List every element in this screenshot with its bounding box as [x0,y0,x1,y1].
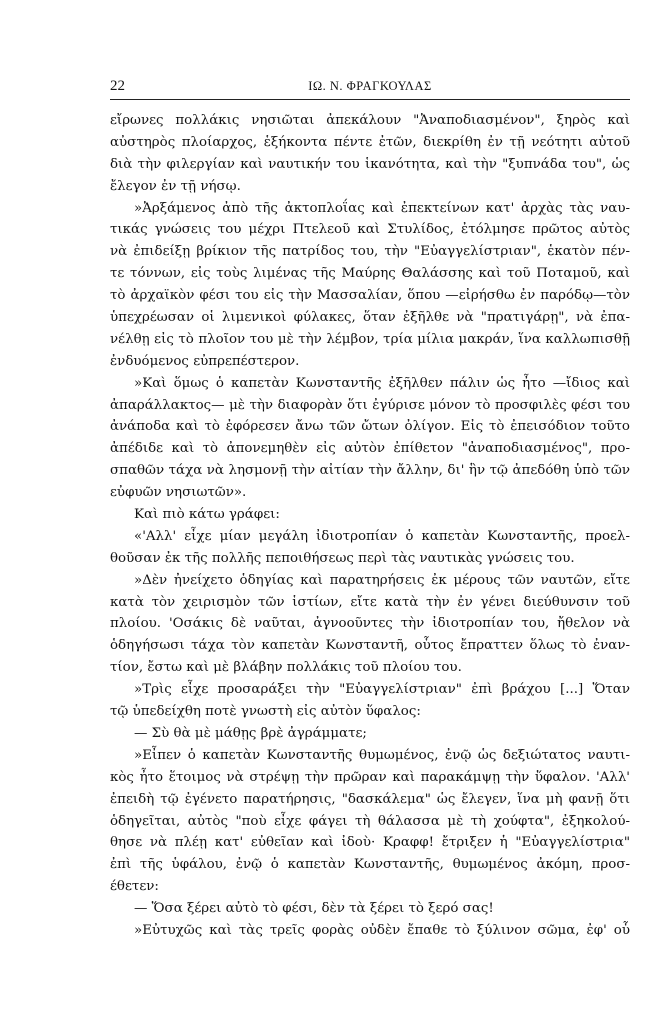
text-line: — Σὺ θὰ μὲ μάθῃς βρὲ ἀγράμματε; [134,725,367,741]
text-line: εἴρωνες πολλάκις νησιῶται ἀπεκάλουν "Ἀναποδιασμένον", ξηρὸς καὶ [110,113,630,128]
text-line: τὸ ἀρχαϊκὸν φέσι του εἰς τὴν Μασσαλίαν, ὅπου —εἰρήσθω ἐν παρόδῳ—τὸν [110,288,630,304]
text-line: θησε νὰ πλέῃ κατ' εὐθεῖαν καὶ ἰδοὺ· Κραφφ! ἔτριξεν ἡ "Εὐαγγελίστρια" [110,835,630,851]
running-head: ΙΩ. Ν. ΦΡΑΓΚΟΥΛΑΣ [308,79,432,93]
text-line: πλοίου. 'Οσάκις δὲ ναῦται, ἀγνοοῦντες τὴν ἰδιοτροπίαν του, ἤθελον νὰ [110,616,630,632]
text-line: αὐστηρὸς πλοίαρχος, ἑξήκοντα πέντε ἐτῶν, διεκρίθη ἐν τῇ νεότητι αὐτοῦ [110,134,630,150]
text-line: ὑπεχρέωσαν οἱ λιμενικοὶ φύλακες, ὅταν ἐξῆλθε νὰ "πρατιγάρῃ", νὰ ἐπα- [110,310,630,326]
text-line: ὁδηγεῖται, αὐτὸς "ποὺ εἶχε φάγει τὴ θάλασσα μὲ τὴ χούφτα", ἐξηκολού- [110,813,630,829]
header-rule [110,99,630,100]
body-text [110,110,630,942]
text-line: τε τόννων, εἰς τοὺς λιμένας τῆς Μαύρης Θαλάσσης καὶ τοῦ Ποταμοῦ, καὶ [110,266,630,282]
text-line: ἀπέδιδε καὶ τὸ ἀπονεμηθὲν εἰς αὐτὸν ἐπίθετον "ἀναποδιασμένος", προ- [110,441,630,457]
text-line: νέλθῃ εἰς τὸ πλοῖον του μὲ τὴν λέμβον, τρία μίλια μακράν, ἵνα καλλωπισθῇ [110,331,630,347]
text-line: ἐπειδὴ τῷ ἐγένετο παρατήρησις, "δασκάλεμα" ὡς ἔλεγεν, ἵνα μὴ φανῇ ὅτι [110,791,630,807]
text-line: τῷ ὑπεδείχθη ποτὲ γνωστὴ εἰς αὐτὸν ὕφαλος: [110,704,421,720]
text-line: »Εἶπεν ὁ καπετὰν Κωνσταντῆς θυμωμένος, ἐνῷ ὡς δεξιώτατος ναυτι- [134,747,630,763]
text-line: ἀνάποδα καὶ τὸ ἐφόρεσεν ἄνω τῶν ὤτων ὀλίγον. Εἰς τὸ ἐπεισόδιον τοῦτο [110,419,630,435]
text-line: ἔλεγον ἐν τῇ νήσῳ. [110,178,241,194]
text-line: »Εὐτυχῶς καὶ τὰς τρεῖς φορὰς οὐδὲν ἔπαθε τὸ ξύλινον σῶμα, ἐφ' οὗ [134,922,630,938]
text-line: νὰ ἐπιδείξῃ βρίκιον τῆς πατρίδος του, τὴν "Εὐαγγελίστριαν", ἑκατὸν πέν- [110,244,630,260]
text-line: εὐφυῶν νησιωτῶν». [110,485,247,501]
text-line: ὁδηγήσωσι τάχα τὸν καπετὰν Κωνσταντῆ, οὗτος ἔπραττεν ὅλως τὸ ἐναν- [110,638,630,654]
text-line: σπαθῶν τάχα νὰ λησμονῇ τὴν αἰτίαν τὴν ἄλλην, δι' ἣν τῷ ἀπεδόθη ὑπὸ τῶν [110,463,630,479]
text-line: «'Αλλ' εἶχε μίαν μεγάλη ἰδιοτροπίαν ὁ καπετὰν Κωνσταντῆς, προελ- [134,528,630,544]
text-line: ἐνδυόμενος εὐπρεπέστερον. [110,353,300,369]
text-line: κατὰ τὸν χειρισμὸν τῶν ἱστίων, εἴτε κατὰ τὴν ἐν γένει διεύθυνσιν τοῦ [110,594,630,610]
text-line: έθετεν: [110,879,159,895]
text-line: »Ἀρξάμενος ἀπὸ τῆς ἀκτοπλοΐας καὶ ἐπεκτείνων κατ' ἀρχὰς τὰς ναυ- [134,200,630,216]
text-line: διὰ τὴν φιλεργίαν καὶ ναυτικήν του ἱκανότητα, καὶ τὴν "ξυπνάδα του", ὡς [110,156,630,172]
page-number: 22 [110,78,125,94]
text-line: ἐπὶ τῆς ὑφάλου, ἐνῷ ὁ καπετὰν Κωνσταντῆς, θυμωμένος ἀκόμη, προσ- [110,857,630,873]
text-line: τικάς γνώσεις του μέχρι Πτελεοῦ καὶ Στυλίδος, ἐτόλμησε πρῶτος αὐτὸς [110,222,630,238]
page-header [110,78,630,100]
text-line: »Δὲν ἠνείχετο ὁδηγίας καὶ παρατηρήσεις ἐκ μέρους τῶν ναυτῶν, εἴτε [134,572,630,588]
text-line: — Ὅσα ξέρει αὐτὸ τὸ φέσι, δὲν τὰ ξέρει τὸ ξερό σας! [134,901,494,917]
text-line: Καὶ πιὸ κάτω γράφει: [134,507,280,523]
text-line: ἀπαράλλακτος— μὲ τὴν διαφορὰν ὅτι ἐγύρισε μόνον τὸ προσφιλὲς φέσι του [110,397,630,413]
text-line: »Καὶ ὅμως ὁ καπετὰν Κωνσταντῆς ἐξῆλθεν πάλιν ὡς ἦτο —ἴδιος καὶ [134,375,630,391]
text-line: τίον, ἔστω καὶ μὲ βλάβην πολλάκις τοῦ πλοίου του. [110,660,462,676]
text-line: θοῦσαν ἐκ τῆς πολλῆς πεποιθήσεως περὶ τὰς ναυτικὰς γνώσεις του. [110,550,575,566]
text-line: κὸς ἦτο ἕτοιμος νὰ στρέψῃ τὴν πρῶραν καὶ παρακάμψῃ τὴν ὕφαλον. 'Αλλ' [110,769,630,785]
text-line: »Τρὶς εἶχε προσαράξει τὴν "Εὐαγγελίστριαν" ἐπὶ βράχου [...] Ὅταν [134,682,630,698]
